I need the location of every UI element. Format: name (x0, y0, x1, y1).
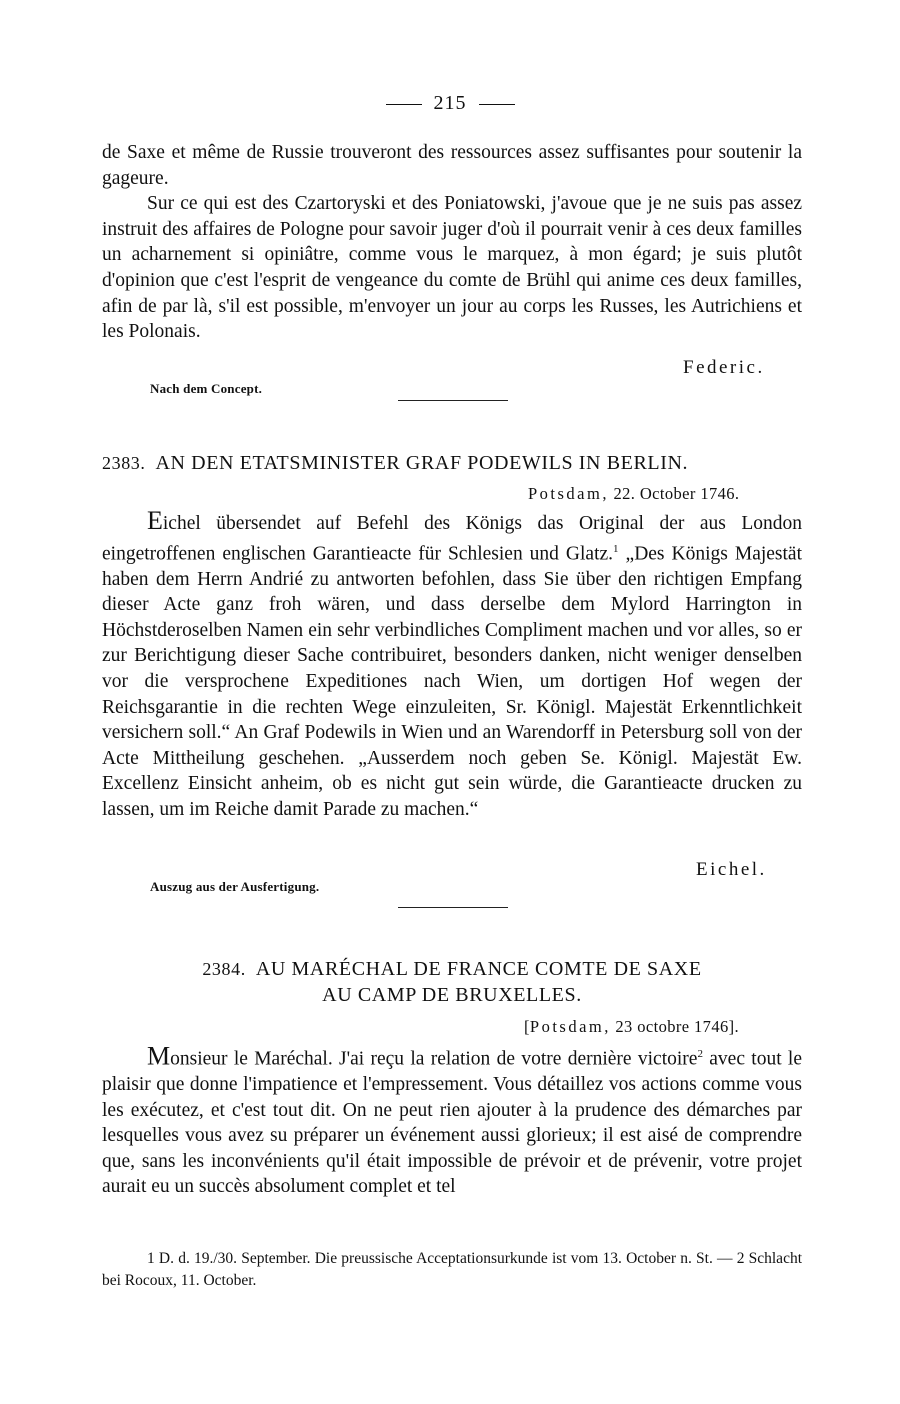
source-note: Nach dem Concept. (150, 381, 263, 396)
signature-eichel: Eichel. (696, 859, 767, 880)
letter-number: 2383. (102, 453, 146, 473)
footnote-marker: 1 (613, 542, 619, 555)
dateline-2383: Potsdam, 22. October 1746. (528, 484, 740, 503)
source-note: Auszug aus der Ausfertigung. (150, 879, 320, 894)
initial-letter: E (147, 506, 163, 535)
header-rule-right (479, 104, 515, 105)
dateline-2384: [Potsdam, 23 octobre 1746]. (524, 1017, 740, 1036)
header-rule-left (386, 104, 422, 105)
section-divider (398, 400, 508, 401)
continued-letter-text (102, 140, 802, 345)
letter-body-2384 (102, 1042, 802, 1200)
paragraph: Eichel übersendet auf Befehl des Königs das Original der aus London eingetroffenen englischen Garantieacte für Schlesien und Glatz.$^1$ „Des Königs Majestät haben dem Herrn Andrié zu antworten befohlen, dass Sie über den richtigen Empfang dieser Acte ganz froh wären, und dass derselbe dem Mylord Harrington in Höchstderoselben Namen ein sehr verbindliches Compliment machen und vor alles, so er zur Berichtigung dieser Sache contribuiret, besonders danken, nicht weniger denselben vor die versprochene Expeditiones nach Wien, um dortigen Hof wegen der Reichsgarantie in die rechten Wege einzuleiten, Sr. Königl. Majestät Erkenntlichkeit versichern soll.“ An Graf Podewils in Wien und an Warendorff in Petersburg soll von der Acte Mittheilung geschehen. „Ausserdem noch geben Se. Königl. Majestät Ew. Excellenz Einsicht anheim, ob es nicht gut sein würde, die Garantieacte drucken zu lassen, um im Reiche damit Parade zu machen.“ (102, 506, 803, 821)
section-divider (398, 907, 508, 908)
initial-letter: M (147, 1041, 171, 1071)
paragraph: Sur ce qui est des Czartoryski et des Poniatowski, j'avoue que je ne suis pas assez instruit des affaires de Pologne pour savoir juger d'où il pourrait venir à ces deux familles un acharnement si opiniâtre, comme vous le marquez, à mon égard; je suis plutôt d'opinion que c'est l'esprit de vengeance du comte de Brühl qui anime ces deux familles, afin de par là, s'il est possible, m'envoyer un jour au corps les Russes, les Autrichiens et les Polonais. (102, 193, 802, 343)
letter-heading-2384 (102, 956, 802, 1008)
page-number: 215 (0, 92, 900, 115)
letter-title: AN DEN ETATSMINISTER GRAF PODEWILS IN BERLIN. (155, 452, 689, 474)
paragraph: de Saxe et même de Russie trouveront des ressources assez suffisantes pour soutenir la gageure. (102, 142, 802, 189)
letter-title-line2: AU CAMP DE BRUXELLES. (322, 984, 582, 1006)
letter-title-line1: AU MARÉCHAL DE FRANCE COMTE DE SAXE (255, 958, 702, 980)
letter-number: 2384. (202, 959, 246, 979)
letter-heading-2383 (102, 450, 802, 476)
letter-body-2383 (102, 508, 802, 823)
footnote-marker: 2 (697, 1048, 703, 1060)
footnotes (102, 1248, 802, 1292)
footnote-text: 1 D. d. 19./30. September. Die preussische Acceptationsurkunde ist vom 13. October n. St. — 2 Schlacht bei Rocoux, 11. October. (102, 1250, 802, 1289)
signature-federic: Federic. (683, 357, 765, 378)
paragraph: Monsieur le Maréchal. J'ai reçu la relation de votre dernière victoire$^2$ avec tout le plaisir que donne l'impatience et l'empressement. Vous détaillez vos actions comme vous les exécutez, et c'est tout dit. On ne peut rien ajouter à la prudence des démarches par lesquelles vous avez su préparer un événement aussi glorieux; il est aisé de comprendre que, sans les inconvénients qu'il était impossible de prévoir et de prévenir, votre projet aurait eu un succès absolument complet et tel (102, 1041, 803, 1198)
